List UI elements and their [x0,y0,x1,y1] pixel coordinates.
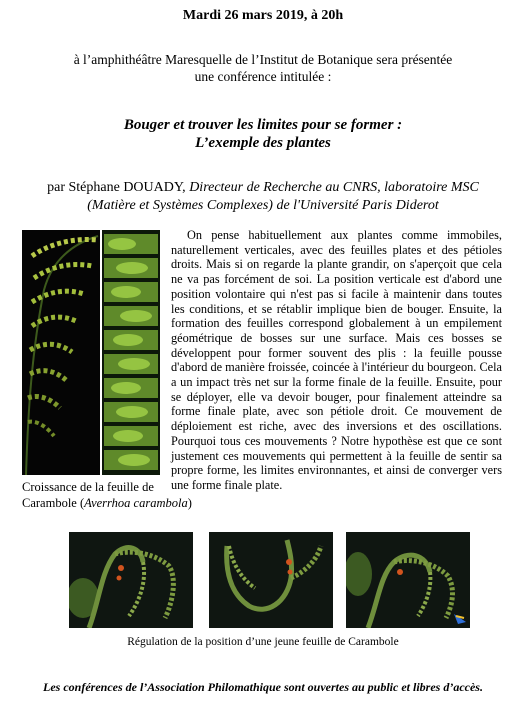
figure-1-caption-close: ) [187,496,192,510]
figure-1-caption-line-2: Carambole ( [22,496,85,510]
leaf-position-photo-2 [209,532,333,628]
speaker-role-2: (Matière et Systèmes Complexes) de l'Université Paris Diderot [87,198,439,213]
event-date: Mardi 26 mars 2019, à 20h [182,8,344,23]
lecture-title-line-2: L’exemple des plantes [195,135,331,151]
leaf-growth-photo-left [22,230,100,475]
figure-2-caption: Régulation de la position d’une jeune feuille de Carambole [127,636,399,648]
speaker-name: par Stéphane DOUADY, [47,180,190,195]
figure-1-caption [22,479,202,511]
lecture-title-line-1: Bouger et trouver les limites pour se former : [123,117,403,133]
lecture-title [0,116,526,152]
leaf-position-photo-3 [346,532,470,628]
leaf-position-photo-1 [69,532,193,628]
lecture-abstract: On pense habituellement aux plantes comme immobiles, naturellement verticales, avec des feuilles plates et des pétioles droits. Mais si on regarde la plante grandir, on s'aperçoit que cela ne va pas forcément de soi. La position verticale est d'abord une position volontaire qui n'est pas si facile à maintenir dans toutes les conditions, et se rétablir implique bien de bouger. Ensuite, la formation des feuilles correspond globalement à un empilement géométrique de bosses sur une surface. Mais ces bosses se développent pour former souvent des plis : la feuille pousse d'abord de manière froissée, coincée à l'intérieur du bourgeon. Cela a un impact très net sur la forme finale de la feuille. Ensuite, pour se déployer, elle va devoir bouger, pour finalement atteindre sa forme finale plate, avec son pétiole droit. Ce mouvement de déploiement est riche, avec des inversions et des oscillations. Pourquoi tous ces mouvements ? Notre hypothèse est que ce sont justement ces mouvements qui permettent à la feuille de sentir sa propre forme, les limites environnantes, et ainsi de converger vers une forme finale plate. [171,228,502,492]
footer-note: Les conférences de l’Association Philomathique sont ouvertes au public et libres d’accès. [43,680,483,694]
speaker-block [23,179,503,215]
leaf-growth-photo-sequence [102,230,160,475]
speaker-role-1: Directeur de Recherche au CNRS, laboratoire MSC [189,180,479,195]
figure-1-caption-latin-name: Averrhoa carambola [84,496,188,510]
intro-text: à l’amphithéâtre Maresquelle de l’Institut de Botanique sera présentée une conférence intitulée : [73,52,453,84]
figure-1-caption-line-1: Croissance de la feuille de [22,480,154,494]
